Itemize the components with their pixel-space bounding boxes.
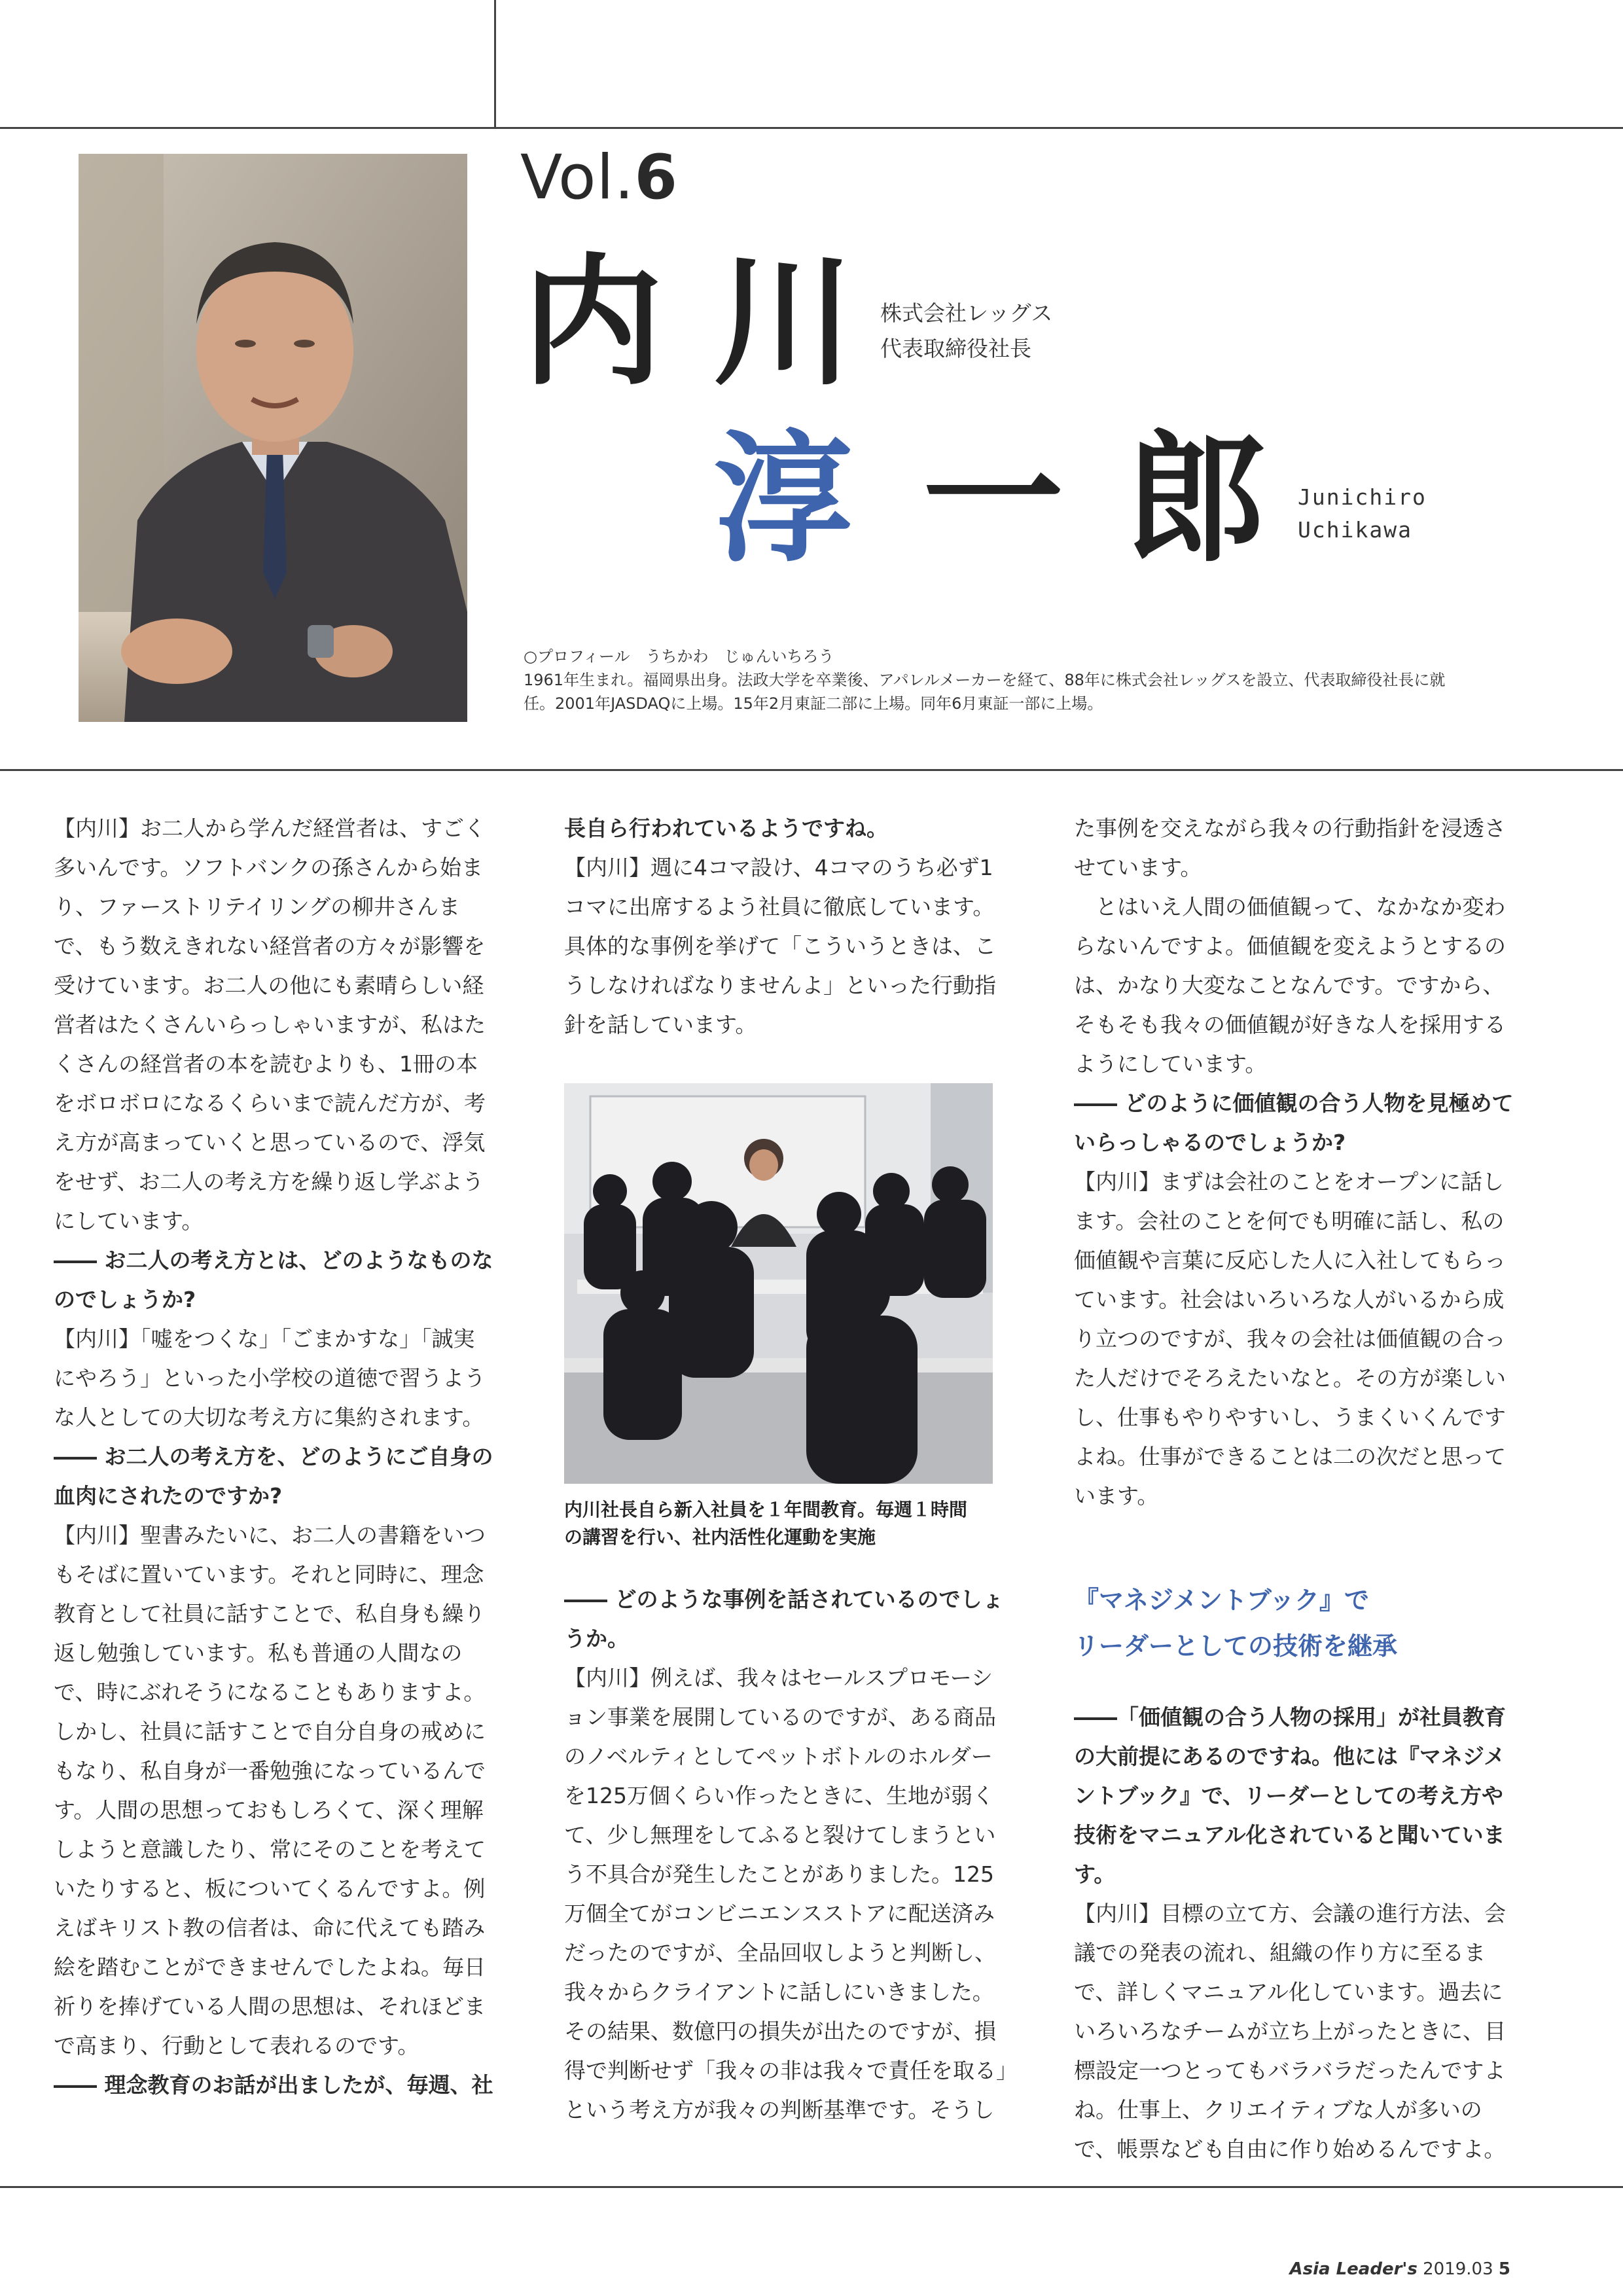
photo-caption (564, 1496, 996, 1551)
roman-last-name: Uchikawa (1298, 517, 1412, 543)
portrait-photo (79, 154, 467, 722)
caption-line-2: の講習を行い、社内活性化運動を実施 (564, 1526, 876, 1548)
seminar-photo (564, 1083, 993, 1484)
header-rule-bottom (0, 769, 1623, 771)
profile-label: ○プロフィール うちかわ じゅんいちろう (524, 647, 834, 666)
name-char-ichi: 一 (923, 417, 1063, 581)
subheading-line-1: 『マネジメントブック』で (1074, 1586, 1370, 1615)
column-2-top (564, 809, 1009, 1045)
answer-paragraph: とはいえ人間の価値観って、なかなか変わらないんですよ。価値観を変えようとするのは、かなり大変なことなんです。ですから、そもそも我々の価値観が好きな人を採用するようにしています。 (1074, 894, 1506, 1077)
question-paragraph: 長自ら行われているようですね。 (564, 816, 888, 841)
roman-first-name: Junichiro (1298, 484, 1427, 510)
volume-prefix: Vol. (520, 142, 635, 213)
magazine-brand: Asia Leader's (1289, 2259, 1418, 2279)
page-footer (1289, 2259, 1510, 2279)
answer-paragraph: 【内川】お二人から学んだ経営者は、すごく多いんです。ソフトバンクの孫さんから始まり、ファーストリテイリングの柳井さんまで、もう数えきれない経営者の方々が影響を受けています。お二人の他にも素晴らしい経営者はたくさんいらっしゃいますが、私はたくさんの経営者の本を読むよりも、1冊の本をボロボロになるくらいまで読んだ方が、考え方が高まっていくと思っているので、浮気をせず、お二人の考え方を繰り返し学ぶようにしています。 (54, 816, 486, 1234)
roman-name (1298, 481, 1427, 547)
answer-paragraph: 【内川】週に4コマ設け、4コマのうち必ず1コマに出席するよう社員に徹底しています。具体的な事例を挙げて「こういうときは、こうしなければなりませんよ」といった行動指針を話しています。 (564, 855, 996, 1037)
profile-line-2: 任。2001年JASDAQに上場。15年2月東証二部に上場。同年6月東証一部に上場。 (524, 694, 1103, 713)
name-char-kawa: 川 (713, 240, 854, 404)
answer-paragraph: 【内川】聖書みたいに、お二人の書籍をいつもそばに置いています。それと同時に、理念教育として社員に話すことで、私自身も繰り返し勉強しています。私も普通の人間なので、時にぶれそうになることもありますよ。しかし、社員に話すことで自分自身の戒めにもなり、私自身が一番勉強になっているんです。人間の思想っておもしろくて、深く理解しようと意識したり、常にそのことを考えていたりすると、板についてくるんですよ。例えばキリスト教の信者は、命に代えても踏み絵を踏むことができませんでしたよね。毎日祈りを捧げている人間の思想は、それほどまで高まり、行動として表れるのです。 (54, 1522, 486, 2058)
name-char-ro: 郎 (1126, 417, 1266, 581)
question-paragraph: ―― お二人の考え方を、どのようにご自身の血肉にされたのですか? (54, 1444, 493, 1509)
name-char-uchi: 内 (522, 240, 663, 404)
question-paragraph: ――「価値観の合う人物の採用」が社員教育の大前提にあるのですね。他には『マネジメントブック』で、リーダーとしての考え方や技術をマニュアル化されていると聞いています。 (1074, 1704, 1506, 1887)
column-3-bottom (1074, 1698, 1519, 2169)
question-paragraph: ―― どのように価値観の合う人物を見極めていらっしゃるのでしょうか? (1074, 1090, 1514, 1155)
header-divider-vertical (494, 0, 496, 128)
page-number: 5 (1498, 2259, 1510, 2279)
subheading-line-2: リーダーとしての技術を継承 (1074, 1632, 1398, 1660)
answer-paragraph: 【内川】まずは会社のことをオープンに話します。会社のことを何でも明確に話し、私の価値観や言葉に反応した人に入社してもらっています。社会はいろいろな人がいるから成り立つのですが、我々の会社は価値観の合った人だけでそろえたいなと。その方が楽しいし、仕事もやりやすいし、うまくいくんですよね。仕事ができることは二の次だと思っています。 (1074, 1169, 1506, 1509)
question-paragraph: ―― 理念教育のお話が出ましたが、毎週、社 (54, 2072, 493, 2098)
column-1 (54, 809, 496, 2105)
caption-line-1: 内川社長自ら新入社員を１年間教育。毎週１時間 (564, 1499, 968, 1520)
name-char-jun: 淳 (713, 417, 854, 581)
header-rule-top (0, 127, 1623, 129)
section-subheading (1074, 1577, 1397, 1669)
profile-line-1: 1961年生まれ。福岡県出身。法政大学を卒業後、アパレルメーカーを経て、88年に株式会社レッグスを設立、代表取締役社長に就 (524, 671, 1446, 689)
issue-date: 2019.03 (1423, 2259, 1493, 2279)
answer-paragraph: 【内川】目標の立て方、会議の進行方法、会議での発表の流れ、組織の作り方に至るまで、詳しくマニュアル化しています。過去にいろいろなチームが立ち上がったときに、目標設定一つとってもバラバラだったんですよね。仕事上、クリエイティブな人が多いので、帳票なども自由に作り始めるんですよ。 (1074, 1901, 1506, 2162)
footer-rule (0, 2186, 1623, 2188)
answer-paragraph: 【内川】例えば、我々はセールスプロモーション事業を展開しているのですが、ある商品のノベルティとしてペットボトルのホルダーを125万個くらい作ったときに、生地が弱くて、少し無理をしてふると裂けてしまうという不具合が発生したことがありました。125万個全てがコンビニエンスストアに配送済みだったのですが、全品回収しようと判断し、我々からクライアントに話しにいきました。その結果、数億円の損失が出たのですが、損得で判断せず「我々の非は我々で責任を取る」という考え方が我々の判断基準です。そうし (564, 1665, 1007, 2123)
profile-block (524, 645, 1518, 715)
question-paragraph: ―― どのような事例を話されているのでしょうか。 (564, 1587, 1004, 1651)
column-2-bottom (564, 1580, 1009, 2130)
company-name: 株式会社レッグス (880, 300, 1053, 326)
company-block (880, 296, 1052, 367)
answer-paragraph: 【内川】「嘘をつくな」「ごまかすな」「誠実にやろう」といった小学校の道徳で習うような人としての大切な考え方に集約されます。 (54, 1326, 486, 1430)
volume-number: 6 (634, 142, 678, 213)
volume-label (520, 142, 678, 213)
position-title: 代表取締役社長 (880, 336, 1031, 361)
column-3-top (1074, 809, 1519, 1516)
answer-paragraph: た事例を交えながら我々の行動指針を浸透させています。 (1074, 816, 1506, 880)
question-paragraph: ―― お二人の考え方とは、どのようなものなのでしょうか? (54, 1247, 493, 1312)
